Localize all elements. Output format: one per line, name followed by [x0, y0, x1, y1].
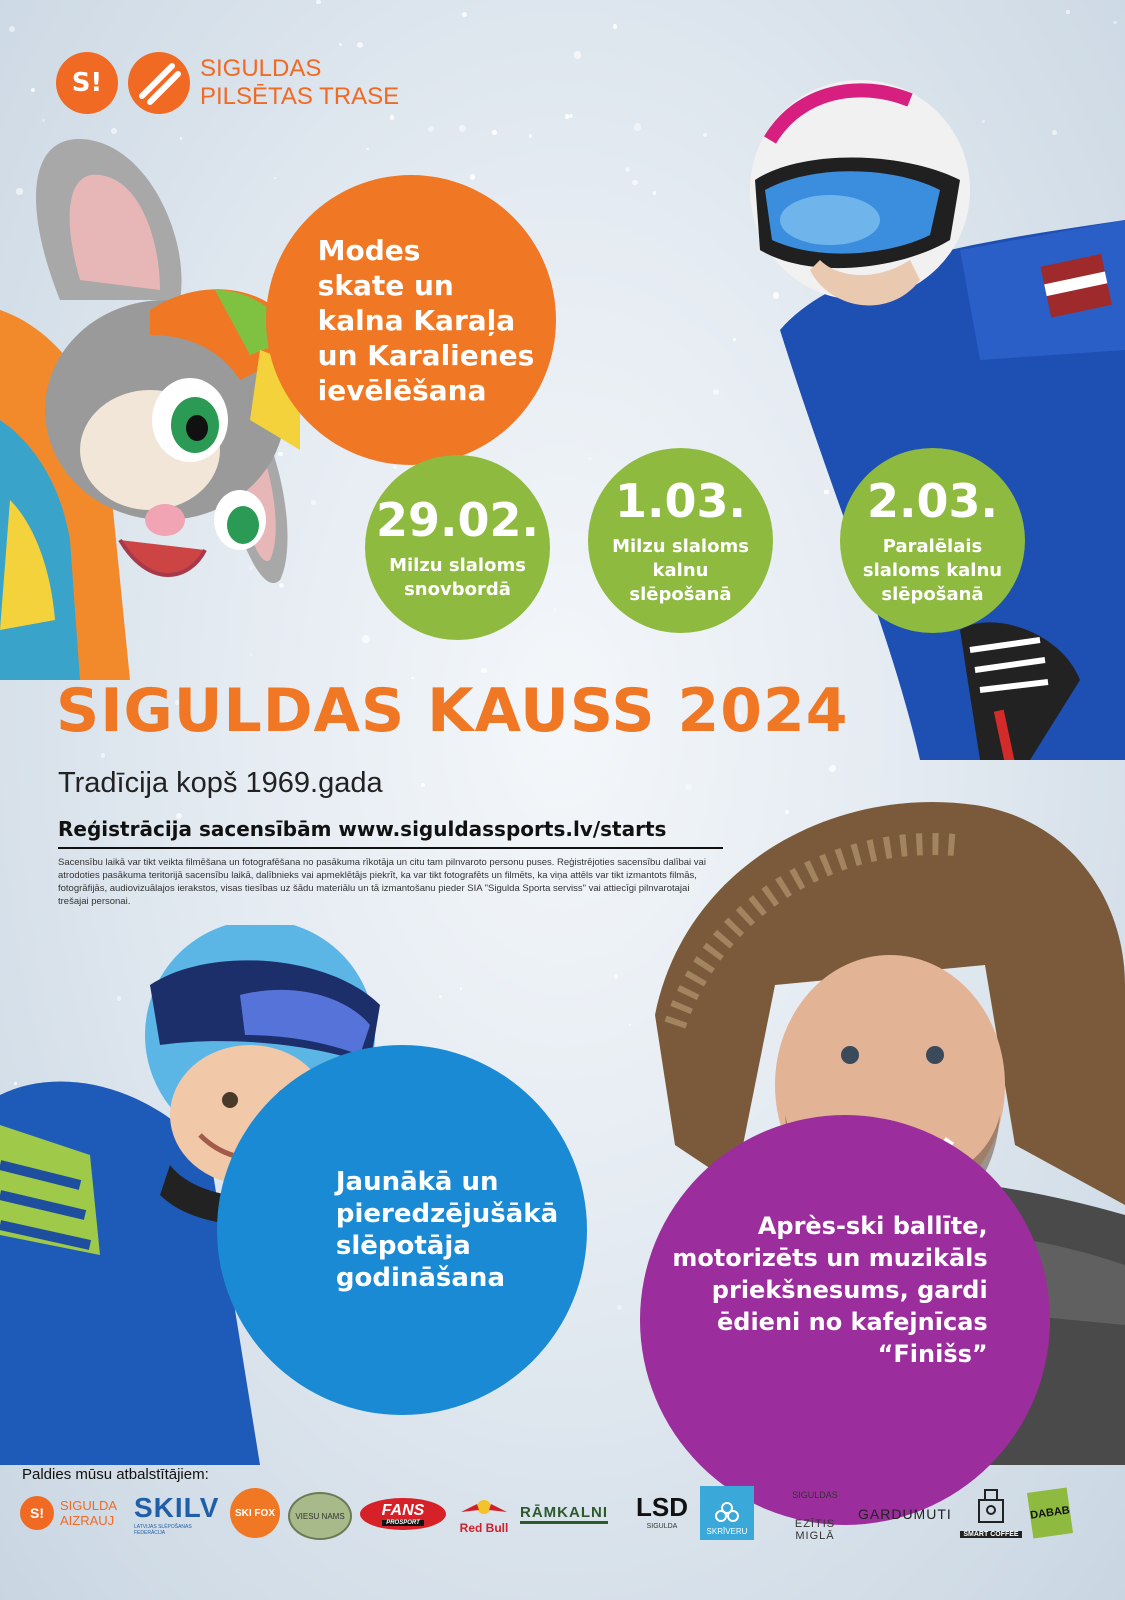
sponsor-name: SIGULDA AIZRAUJ: [60, 1498, 117, 1528]
siguldas-logo: [56, 52, 399, 114]
day-circle-2: [588, 448, 773, 633]
registration-link[interactable]: Reģistrācija sacensībām www.siguldassports.lv/starts: [58, 817, 667, 841]
sponsor-name: FANS: [381, 1502, 425, 1519]
snowflake: [632, 180, 637, 185]
snowflake: [421, 783, 426, 788]
sponsor-subtitle: PROSPORT: [382, 1520, 424, 1526]
sponsors-bar: [0, 1486, 1125, 1600]
sponsor-lsd[interactable]: [632, 1492, 692, 1530]
sponsor-name: SKILV: [134, 1492, 220, 1523]
snowflake: [614, 974, 619, 979]
sponsor-subtitle: LATVIJAS SLĒPOŠANAS FEDERĀCIJA: [134, 1524, 192, 1536]
snowflake: [554, 608, 557, 611]
snowflake: [362, 635, 370, 643]
sponsor-dabab[interactable]: [1027, 1487, 1073, 1538]
snowflake: [634, 123, 641, 130]
snowflake: [617, 1305, 622, 1310]
snowflake: [9, 26, 15, 32]
event-title: SIGULDAS KAUSS 2024: [56, 676, 849, 746]
day-circle-3: [840, 448, 1025, 633]
sponsor-name: LSD: [636, 1492, 688, 1522]
red-bull-icon: [459, 1498, 509, 1516]
sponsor-sigulda-aizrauj[interactable]: [20, 1496, 130, 1530]
flower-icon: [714, 1501, 740, 1527]
day-description: Milzu slaloms kalnu slēpošanā: [612, 535, 749, 605]
snowflake: [339, 43, 342, 46]
apres-ski-text: Après-ski ballīte, motorizēts un muzikāls priekšnesums, gardi ēdieni no kafejnīcas “Finišs”: [672, 1212, 988, 1368]
sponsor-smart-coffee[interactable]: [960, 1486, 1022, 1538]
snowflake: [653, 191, 657, 195]
ski-track-icon: [128, 52, 190, 114]
sponsor-name: Red Bull: [459, 1521, 509, 1535]
sponsor-name: SIGULDAS: [792, 1490, 838, 1500]
sponsor-name: SKI FOX: [234, 1507, 275, 1519]
snowflake: [31, 88, 35, 92]
snowflake: [462, 12, 467, 17]
snowflake: [316, 0, 320, 4]
snowflake: [569, 114, 573, 118]
snowflake: [393, 465, 397, 469]
sponsor-ski-fox[interactable]: [230, 1488, 280, 1538]
snowflake: [470, 174, 475, 179]
coffee-tower-icon: [971, 1486, 1011, 1526]
sponsor-name: DABAB: [1029, 1504, 1071, 1522]
snowflake: [311, 500, 316, 505]
fashion-show-circle: [266, 175, 556, 465]
skier-honor-circle: [217, 1045, 587, 1415]
filming-disclaimer: Sacensību laikā var tikt veikta filmēšana un fotografēšana no pasākuma rīkotāja un citu tam pilnvaroto personu puses. Reģistrējoties sacensību dalībai vai atrodoties pasākuma teritorijā sacensību laikā, dalībnieks vai apmeklētājs piekrīt, ka var tikt fotografēts un filmēts, ka viņa attēls var tikt izmantots filmās, fotogrāfijās, audiovizuālajos ierakstos, visas tiesības uz šādu materiālu un tā izmantošanu pieder SIA "Sigulda Sporta serviss" vai attiecīgi pilnvarotajai trešajai personai.: [58, 857, 706, 907]
day-date: 1.03.: [615, 473, 746, 528]
sponsor-name: VIESU NAMS: [295, 1511, 345, 1521]
sponsor-name: RĀMKALNI: [520, 1504, 608, 1521]
snowflake: [829, 765, 836, 772]
logo-text: [200, 55, 399, 111]
sponsor-name: SMART COFFEE: [960, 1531, 1022, 1538]
sponsors-label: Paldies mūsu atbalstītājiem:: [22, 1466, 209, 1483]
sponsor-skilv[interactable]: [134, 1492, 224, 1536]
sponsor-name: SKRĪVERU: [706, 1527, 748, 1536]
day-description: Paralēlais slaloms kalnu slēpošanā: [862, 535, 1003, 605]
snowflake: [460, 987, 462, 989]
sponsor-ramkalni[interactable]: [520, 1504, 608, 1524]
bunny-mascot-photo: [0, 120, 300, 680]
logo-line1: SIGULDAS: [200, 55, 322, 82]
snowflake: [1066, 10, 1070, 14]
snowflake: [613, 24, 618, 29]
snowflake: [588, 457, 591, 460]
snowflake: [574, 51, 582, 59]
snowflake: [459, 125, 466, 132]
fashion-show-text: Modes skate un kalna Karaļa un Karalienes ievēlēšana: [317, 233, 535, 407]
snowflake: [390, 115, 394, 119]
sponsor-subtitle: SIGULDA: [646, 1523, 678, 1530]
snowflake: [492, 130, 498, 136]
snowflake: [428, 126, 434, 132]
event-subtitle: Tradīcija kopš 1969.gada: [58, 767, 383, 799]
snowflake: [439, 995, 442, 998]
snowflake: [629, 1024, 631, 1026]
snowflake: [1113, 21, 1117, 25]
snowflake: [366, 148, 369, 151]
sponsor-subtitle: EZĪTIS MIGLĀ: [794, 1518, 836, 1542]
sponsor-red-bull[interactable]: [456, 1498, 512, 1535]
skier-honor-text: Jaunākā un pieredzējušākā slēpotāja godināšana: [335, 1167, 559, 1293]
apres-ski-circle: [640, 1115, 1050, 1525]
day-description: Milzu slaloms snovbordā: [389, 554, 526, 600]
day-date: 29.02.: [376, 492, 539, 547]
sponsor-ezitis-migla[interactable]: [775, 1490, 855, 1542]
sponsor-gardumuti[interactable]: [858, 1506, 952, 1522]
sponsor-name: GARDUMUTI: [858, 1506, 952, 1522]
registration-underline: [58, 847, 723, 849]
snowflake: [101, 753, 105, 757]
sponsor-skriveru[interactable]: [700, 1486, 754, 1540]
day-circle-1: [365, 455, 550, 640]
day-date: 2.03.: [867, 473, 998, 528]
snowflake: [529, 134, 533, 138]
sponsor-badge: S!: [20, 1496, 54, 1530]
snowflake: [625, 167, 630, 172]
snowflake: [357, 42, 363, 48]
logo-line2: PILSĒTAS TRASE: [200, 83, 400, 110]
snowflake: [543, 665, 545, 667]
sponsor-fans[interactable]: [360, 1498, 446, 1530]
logo-badge: S!: [56, 52, 118, 114]
snowflake: [481, 668, 487, 674]
skier-girl-photo: [660, 70, 1125, 760]
sponsor-guest-house[interactable]: [288, 1492, 352, 1540]
